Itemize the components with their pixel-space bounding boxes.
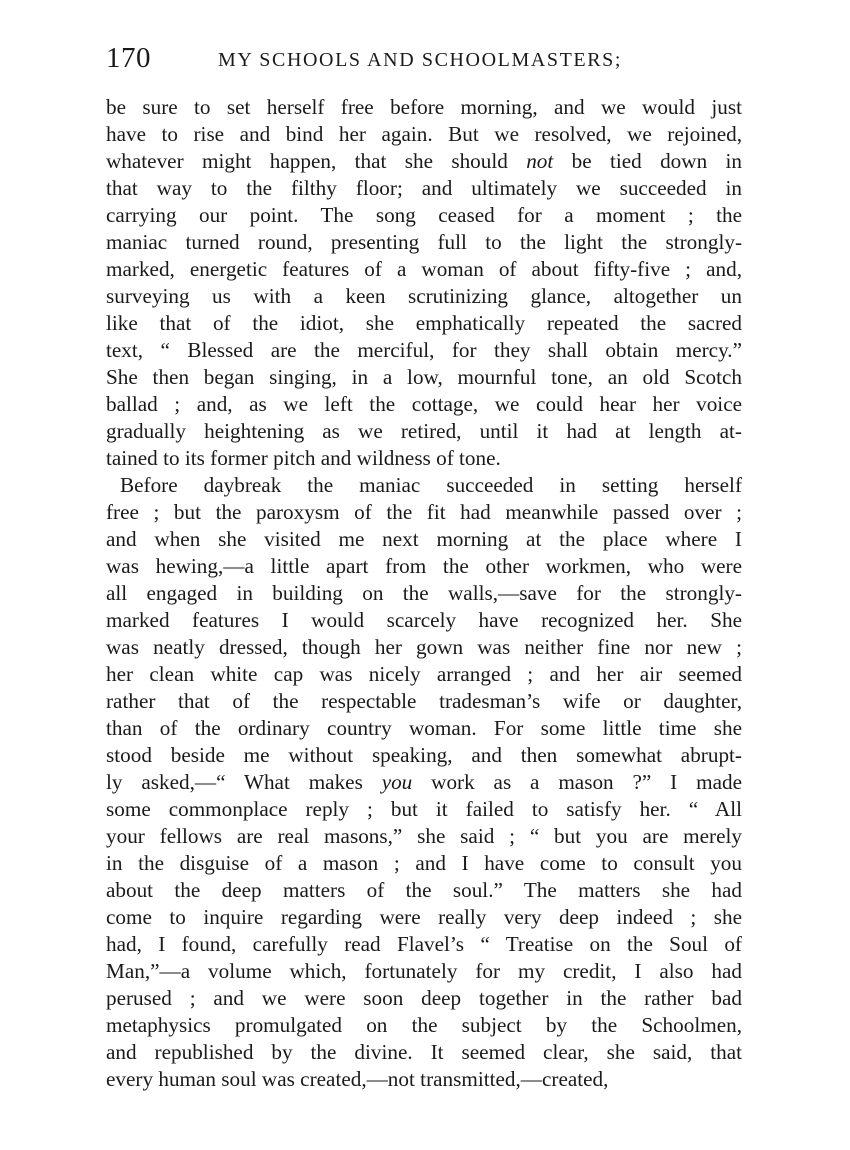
text-line <box>106 175 742 202</box>
text-line <box>106 391 742 418</box>
text-segment: and when she visited me next morning at the place where I <box>106 527 742 551</box>
paragraph <box>106 94 742 472</box>
text-segment: work as a mason ?” I made <box>412 770 742 794</box>
text-line <box>106 472 742 499</box>
text-segment: like that of the idiot, she emphatically repeated the sacred <box>106 311 742 335</box>
text-segment: and republished by the divine. It seemed clear, she said, that <box>106 1040 742 1064</box>
text-line <box>106 256 742 283</box>
text-segment: come to inquire regarding were really very deep indeed ; she <box>106 905 742 929</box>
text-segment: your fellows are real masons,” she said ; “ but you are merely <box>106 824 742 848</box>
text-segment: carrying our point. The song ceased for a moment ; the <box>106 203 742 227</box>
text-segment: than of the ordinary country woman. For some little time she <box>106 716 742 740</box>
text-segment: stood beside me without speaking, and then somewhat abrupt- <box>106 743 742 767</box>
text-segment: be tied down in <box>553 149 742 173</box>
text-line <box>106 337 742 364</box>
text-line <box>106 796 742 823</box>
text-line <box>106 310 742 337</box>
text-segment: surveying us with a keen scrutinizing glance, altogether un <box>106 284 742 308</box>
text-segment: ballad ; and, as we left the cottage, we could hear her voice <box>106 392 742 416</box>
text-line <box>106 958 742 985</box>
text-segment: ly asked,—“ What makes <box>106 770 382 794</box>
text-segment: perused ; and we were soon deep together in the rather bad <box>106 986 742 1010</box>
text-segment: all engaged in building on the walls,—save for the strongly- <box>106 581 742 605</box>
text-segment: tained to its former pitch and wildness of tone. <box>106 446 501 470</box>
text-segment: free ; but the paroxysm of the fit had meanwhile passed over ; <box>106 500 742 524</box>
text-line <box>106 229 742 256</box>
text-line <box>106 931 742 958</box>
text-segment: was hewing,—a little apart from the other workmen, who were <box>106 554 742 578</box>
text-segment: have to rise and bind her again. But we resolved, we rejoined, <box>106 122 742 146</box>
text-segment: whatever might happen, that she should <box>106 149 527 173</box>
text-line <box>106 742 742 769</box>
text-line <box>106 121 742 148</box>
page-number: 170 <box>106 42 151 74</box>
running-head: MY SCHOOLS AND SCHOOLMASTERS; <box>218 49 623 71</box>
text-line <box>106 769 742 796</box>
text-segment: some commonplace reply ; but it failed to satisfy her. “ All <box>106 797 742 821</box>
italic-word: not <box>526 149 554 173</box>
text-segment: Man,”—a volume which, fortunately for my credit, I also had <box>106 959 742 983</box>
text-line <box>106 1012 742 1039</box>
italic-word: you <box>381 770 413 794</box>
text-segment: metaphysics promulgated on the subject by the Schoolmen, <box>106 1013 742 1037</box>
text-segment: She then began singing, in a low, mournful tone, an old Scotch <box>106 365 742 389</box>
text-line <box>106 607 742 634</box>
text-segment: marked, energetic features of a woman of about fifty-five ; and, <box>106 257 742 281</box>
text-segment: gradually heightening as we retired, until it had at length at- <box>106 419 742 443</box>
text-segment: about the deep matters of the soul.” The matters she had <box>106 878 742 902</box>
text-line <box>106 445 742 472</box>
text-line <box>106 661 742 688</box>
text-line <box>106 418 742 445</box>
text-segment: Before daybreak the maniac succeeded in setting herself <box>120 473 742 497</box>
text-line <box>106 553 742 580</box>
text-segment: text, “ Blessed are the merciful, for they shall obtain mercy.” <box>106 338 742 362</box>
text-line <box>106 823 742 850</box>
text-line <box>106 499 742 526</box>
text-segment: was neatly dressed, though her gown was neither fine nor new ; <box>106 635 742 659</box>
text-line <box>106 877 742 904</box>
text-segment: had, I found, carefully read Flavel’s “ Treatise on the Soul of <box>106 932 742 956</box>
text-segment: marked features I would scarcely have recognized her. She <box>106 608 742 632</box>
text-line <box>106 283 742 310</box>
text-line <box>106 1066 742 1093</box>
text-line <box>106 94 742 121</box>
text-segment: her clean white cap was nicely arranged ; and her air seemed <box>106 662 742 686</box>
text-segment: rather that of the respectable tradesman’s wife or daughter, <box>106 689 742 713</box>
text-line <box>106 985 742 1012</box>
text-line <box>106 634 742 661</box>
text-line <box>106 202 742 229</box>
text-line <box>106 148 742 175</box>
text-segment: maniac turned round, presenting full to the light the strongly- <box>106 230 742 254</box>
text-segment: in the disguise of a mason ; and I have come to consult you <box>106 851 742 875</box>
text-line <box>106 904 742 931</box>
page-header <box>106 38 746 78</box>
text-segment: be sure to set herself free before morning, and we would just <box>106 95 742 119</box>
text-line <box>106 580 742 607</box>
text-line <box>106 715 742 742</box>
text-line <box>106 1039 742 1066</box>
paragraph <box>106 472 742 1093</box>
text-line <box>106 364 742 391</box>
text-line <box>106 850 742 877</box>
text-segment: that way to the filthy floor; and ultimately we succeeded in <box>106 176 742 200</box>
body-text <box>106 94 742 1093</box>
text-segment: every human soul was created,—not transmitted,—created, <box>106 1067 609 1091</box>
text-line <box>106 688 742 715</box>
text-line <box>106 526 742 553</box>
